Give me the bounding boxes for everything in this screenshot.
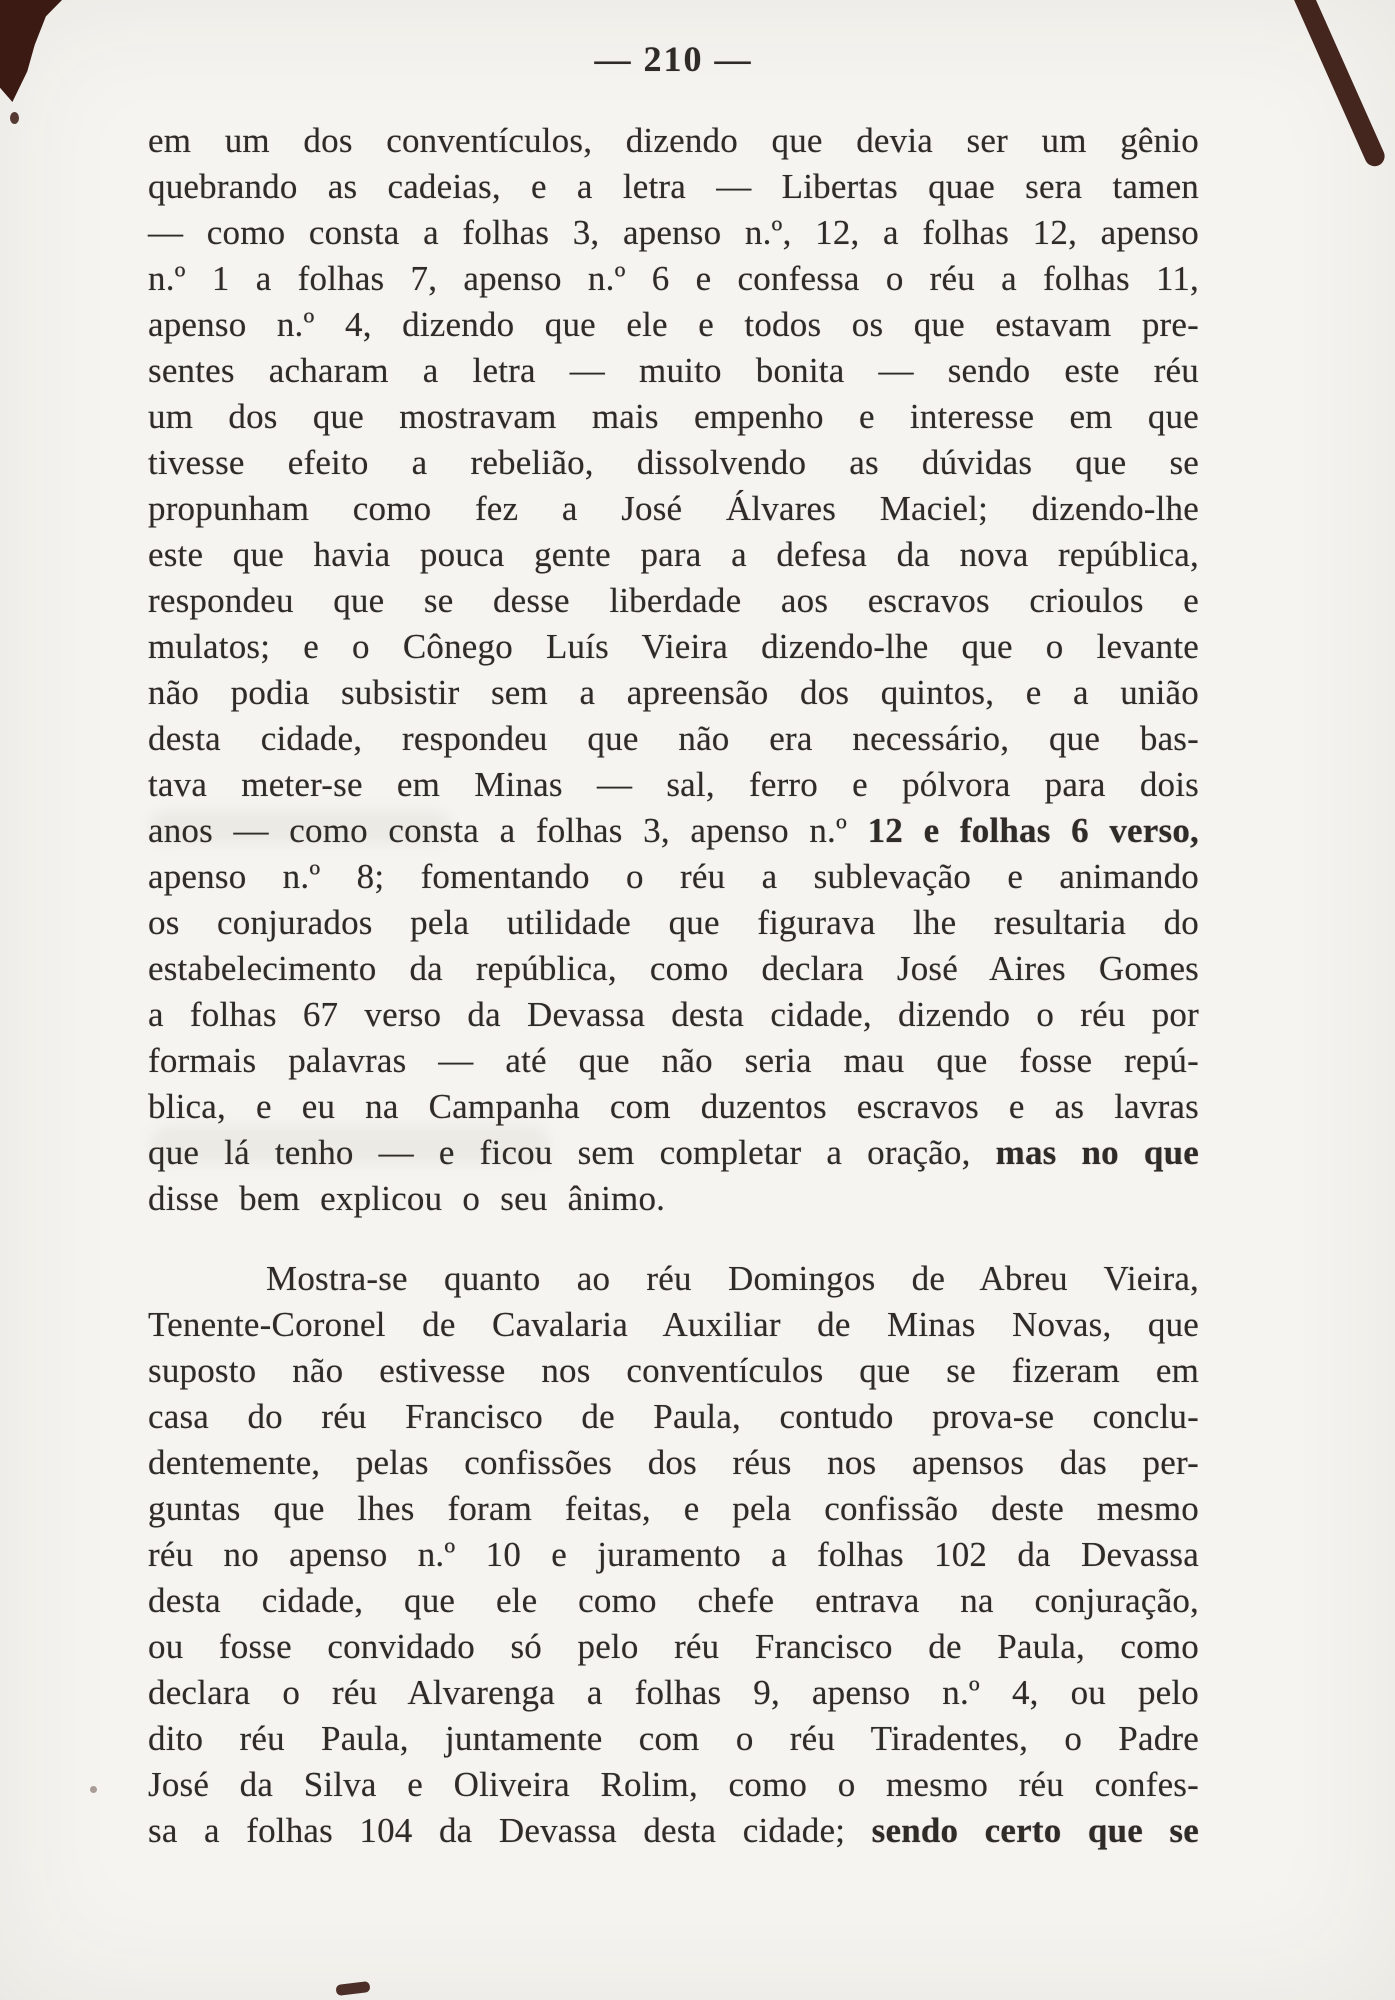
page-header <box>148 36 1199 82</box>
text-line: estabelecimento da república, como declara José Aires Gomes <box>148 949 1199 988</box>
text-line: mulatos; e o Cônego Luís Vieira dizendo-lhe que o levante <box>148 627 1199 666</box>
text-line: anos — como consta a folhas 3, apenso n.º 12 e folhas 6 verso, <box>148 811 1199 850</box>
text-line: ou fosse convidado só pelo réu Francisco de Paula, como <box>148 1627 1199 1666</box>
text-line: Mostra-se quanto ao réu Domingos de Abreu Vieira, <box>266 1259 1199 1298</box>
text-line: tava meter-se em Minas — sal, ferro e pólvora para dois <box>148 765 1199 804</box>
text-line: propunham como fez a José Álvares Maciel; dizendo-lhe <box>148 489 1199 528</box>
text-line: em um dos conventículos, dizendo que devia ser um gênio <box>148 121 1199 160</box>
text-line: apenso n.º 8; fomentando o réu a sublevação e animando <box>148 857 1199 896</box>
text-line: declara o réu Alvarenga a folhas 9, apenso n.º 4, ou pelo <box>148 1673 1199 1712</box>
text-line: que lá tenho — e ficou sem completar a oração, mas no que <box>148 1133 1199 1172</box>
text-line: tivesse efeito a rebelião, dissolvendo as dúvidas que se <box>148 443 1199 482</box>
text-line: dentemente, pelas confissões dos réus nos apensos das per- <box>148 1443 1199 1482</box>
text-line: desta cidade, respondeu que não era necessário, que bas- <box>148 719 1199 758</box>
page-number: — 210 — <box>594 39 753 79</box>
text-line: casa do réu Francisco de Paula, contudo prova-se conclu- <box>148 1397 1199 1436</box>
text-line: formais palavras — até que não seria mau que fosse repú- <box>148 1041 1199 1080</box>
page-content <box>148 36 1199 1854</box>
text-line: blica, e eu na Campanha com duzentos escravos e as lavras <box>148 1087 1199 1126</box>
text-line: n.º 1 a folhas 7, apenso n.º 6 e confessa o réu a folhas 11, <box>148 259 1199 298</box>
text-line: não podia subsistir sem a apreensão dos quintos, e a união <box>148 673 1199 712</box>
text-line: quebrando as cadeias, e a letra — Libertas quae sera tamen <box>148 167 1199 206</box>
text-line: desta cidade, que ele como chefe entrava na conjuração, <box>148 1581 1199 1620</box>
text-line: Tenente-Coronel de Cavalaria Auxiliar de Minas Novas, que <box>148 1305 1199 1344</box>
scan-artifact-speck <box>90 1786 97 1793</box>
text-line: sa a folhas 104 da Devassa desta cidade; sendo certo que se <box>148 1811 1199 1850</box>
text-line: dito réu Paula, juntamente com o réu Tiradentes, o Padre <box>148 1719 1199 1758</box>
text-line: guntas que lhes foram feitas, e pela confissão deste mesmo <box>148 1489 1199 1528</box>
text-line: este que havia pouca gente para a defesa da nova república, <box>148 535 1199 574</box>
text-line: os conjurados pela utilidade que figurava lhe resultaria do <box>148 903 1199 942</box>
scan-artifact-speck <box>10 112 19 124</box>
scan-artifact-bottom <box>335 1981 370 1996</box>
scan-artifact-top-left <box>0 0 62 102</box>
paragraph <box>148 118 1199 1222</box>
text-line: suposto não estivesse nos conventículos que se fizeram em <box>148 1351 1199 1390</box>
paragraph <box>148 1256 1199 1854</box>
text-line: disse bem explicou o seu ânimo. <box>148 1179 666 1218</box>
text-line: réu no apenso n.º 10 e juramento a folhas 102 da Devassa <box>148 1535 1199 1574</box>
text-line: José da Silva e Oliveira Rolim, como o mesmo réu confes- <box>148 1765 1199 1804</box>
text-line: respondeu que se desse liberdade aos escravos crioulos e <box>148 581 1199 620</box>
page-text <box>148 118 1199 1854</box>
scan-artifact-top-right <box>1288 0 1388 169</box>
text-line: apenso n.º 4, dizendo que ele e todos os que estavam pre- <box>148 305 1199 344</box>
text-line: a folhas 67 verso da Devassa desta cidade, dizendo o réu por <box>148 995 1199 1034</box>
text-line: sentes acharam a letra — muito bonita — sendo este réu <box>148 351 1199 390</box>
text-line: um dos que mostravam mais empenho e interesse em que <box>148 397 1199 436</box>
text-line: — como consta a folhas 3, apenso n.º, 12, a folhas 12, apenso <box>148 213 1199 252</box>
